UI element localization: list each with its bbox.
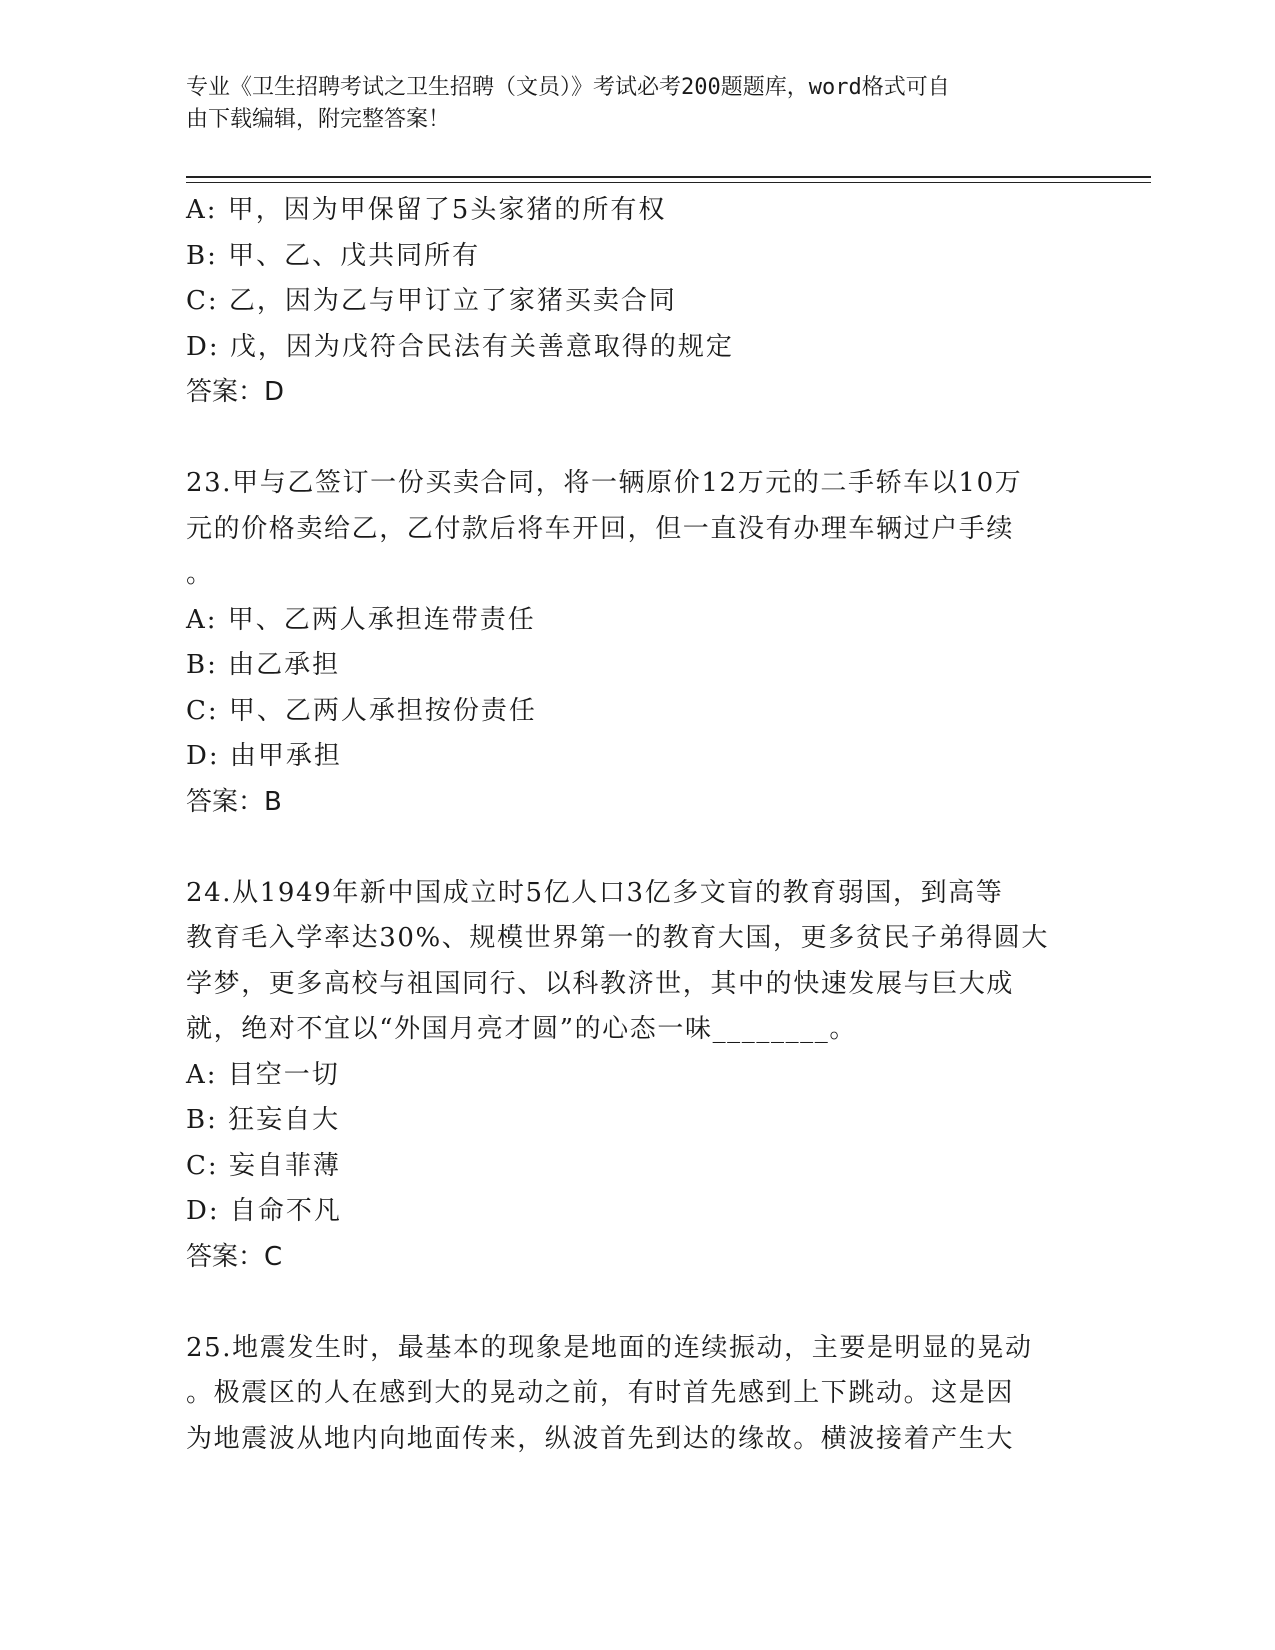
question-stem-line: 24.从1949年新中国成立时5亿人口3亿多文盲的教育弱国，到高等 (186, 877, 1004, 908)
option-d: D: 由甲承担 (186, 741, 342, 771)
option-c: C: 甲、乙两人承担按份责任 (186, 695, 537, 726)
document-header (186, 72, 1086, 136)
question-stem-line: 学梦，更多高校与祖国同行、以科教济世，其中的快速发展与巨大成 (186, 968, 1015, 999)
option-d: D: 戊，因为戊符合民法有关善意取得的规定 (186, 331, 734, 362)
option-c: C: 妄自菲薄 (186, 1150, 341, 1181)
question-stem-line: 为地震波从地内向地面传来，纵波首先到达的缘故。横波接着产生大 (186, 1423, 1015, 1454)
option-a: A: 目空一切 (186, 1059, 340, 1090)
document-body (186, 188, 1086, 1462)
question-23 (186, 461, 1086, 825)
question-stem-line: 23.甲与乙签订一份买卖合同，将一辆原价12万元的二手轿车以10万 (186, 468, 1023, 498)
option-b: B: 由乙承担 (186, 650, 341, 680)
question-stem-line: 教育毛入学率达30%、规模世界第一的教育大国，更多贫民子弟得圆大 (186, 923, 1049, 953)
header-divider-thin (186, 182, 1151, 183)
header-line-2: 由下载编辑，附完整答案！ (186, 107, 451, 132)
option-d: D: 自命不凡 (186, 1196, 342, 1226)
question-stem-line: 就，绝对不宜以“外国月亮才圆”的心态一味________。 (186, 1014, 857, 1044)
option-a: A: 甲，因为甲保留了5头家猪的所有权 (186, 195, 667, 225)
question-stem-line: 。 (186, 559, 214, 589)
answer-line: 答案：C (186, 1241, 283, 1272)
question-25 (186, 1326, 1086, 1463)
header-divider-thick (186, 176, 1151, 178)
header-line-1: 专业《卫生招聘考试之卫生招聘（文员）》考试必考200题题库，word格式可自 (186, 75, 950, 100)
answer-line: 答案：B (186, 786, 282, 817)
answer-line: 答案：D (186, 377, 285, 407)
question-24 (186, 871, 1086, 1281)
question-stem-line: 25.地震发生时，最基本的现象是地面的连续振动，主要是明显的晃动 (186, 1332, 1033, 1363)
option-b: B: 甲、乙、戊共同所有 (186, 240, 481, 271)
question-stem-line: 。极震区的人在感到大的晃动之前，有时首先感到上下跳动。这是因 (186, 1378, 1015, 1408)
question-22 (186, 188, 1086, 416)
option-c: C: 乙，因为乙与甲订立了家猪买卖合同 (186, 286, 677, 316)
option-a: A: 甲、乙两人承担连带责任 (186, 604, 536, 635)
option-b: B: 狂妄自大 (186, 1105, 341, 1135)
question-stem-line: 元的价格卖给乙，乙付款后将车开回，但一直没有办理车辆过户手续 (186, 513, 1015, 544)
